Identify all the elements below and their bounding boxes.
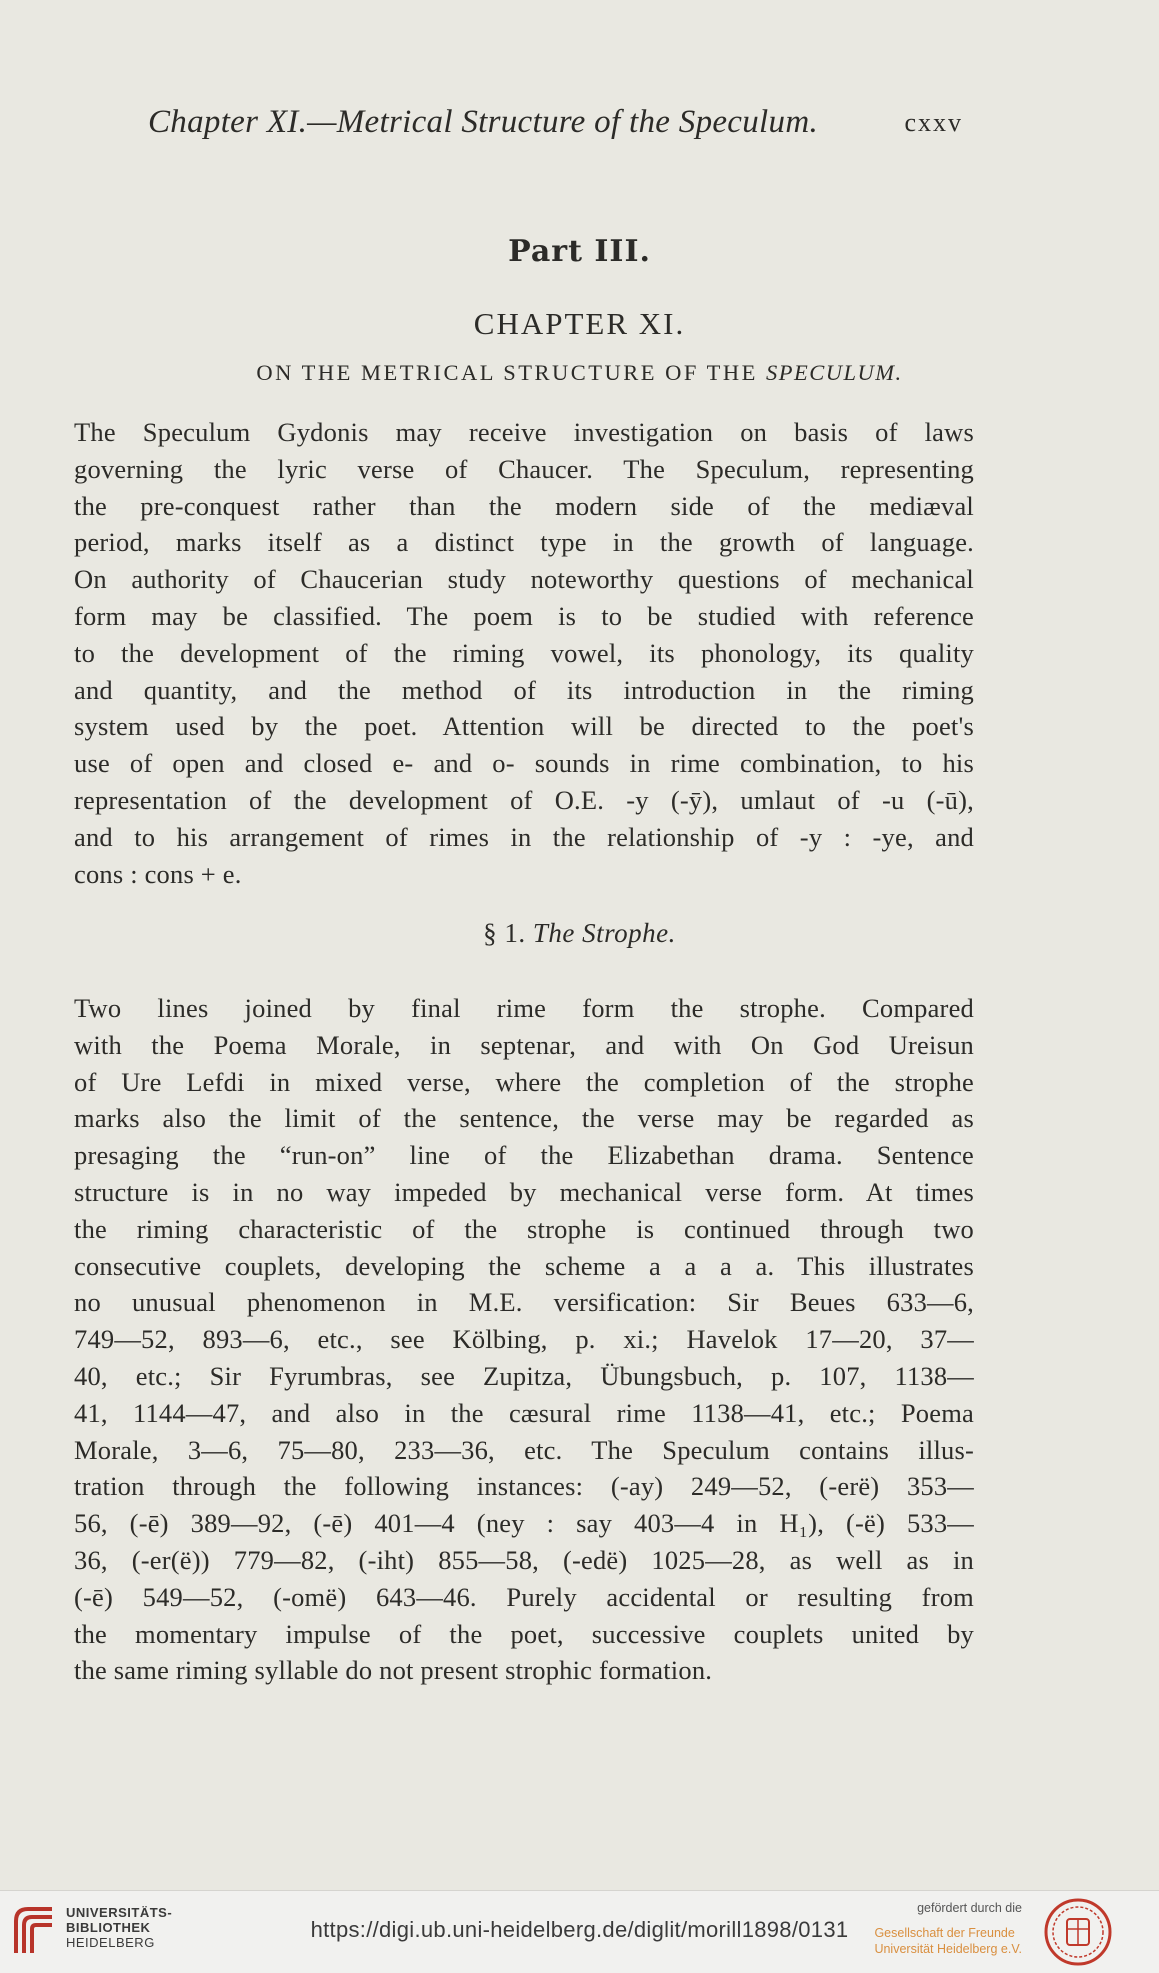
text-line: the riming characteristic of the strophe is continued through two [74, 1213, 974, 1244]
text-line: the same riming syllable do not present strophic formation. [74, 1655, 713, 1686]
section-title: The Strophe. [532, 918, 676, 948]
text-line: form may be classified. The poem is to be studied with reference [74, 600, 974, 631]
text-line: no unusual phenomenon in M.E. versification: Sir Beues 633—6, [74, 1287, 974, 1318]
text-line: use of open and closed e- and o- sounds in rime combination, to his [74, 748, 974, 779]
paragraph-strophe [74, 990, 974, 1689]
text-line: to the development of the riming vowel, its phonology, its quality [74, 637, 974, 668]
chapter-subtitle-italic: SPECULUM. [765, 360, 903, 385]
text-line: On authority of Chaucerian study noteworthy questions of mechanical [74, 564, 974, 595]
chapter-subtitle-prefix: ON THE METRICAL STRUCTURE OF THE [256, 360, 766, 385]
text-line: tration through the following instances: (-ay) 249—52, (-erë) 353— [74, 1471, 974, 1502]
text-line: consecutive couplets, developing the scheme a a a a. This illustrates [74, 1250, 974, 1281]
text-line: 40, etc.; Sir Fyrumbras, see Zupitza, Übungsbuch, p. 107, 1138— [74, 1360, 974, 1391]
text-line: of Ure Lefdi in mixed verse, where the completion of the strophe [74, 1066, 974, 1097]
text-line: 56, (-ē) 389—92, (-ē) 401—4 (ney : say 403—4 in H₁), (-ë) 533— [74, 1508, 974, 1539]
section-heading [0, 918, 1159, 949]
text-line: structure is in no way impeded by mechanical verse form. At times [74, 1176, 974, 1207]
sponsor-name-line: Gesellschaft der Freunde [874, 1926, 1015, 1940]
text-line: 41, 1144—47, and also in the cæsural rime 1138—41, etc.; Poema [74, 1397, 974, 1428]
page-number: cxxv [904, 108, 963, 137]
text-line: governing the lyric verse of Chaucer. The Speculum, representing [74, 453, 974, 484]
text-line: the momentary impulse of the poet, successive couplets united by [74, 1618, 974, 1649]
text-line: cons : cons + e. [74, 858, 242, 889]
section-number: § 1. [483, 918, 526, 948]
running-head [0, 104, 1159, 154]
sponsor-label: gefördert durch die [917, 1901, 1022, 1915]
chapter-title: CHAPTER XI. [473, 306, 686, 341]
text-line: 749—52, 893—6, etc., see Kölbing, p. xi.; Havelok 17—20, 37— [74, 1324, 974, 1355]
viewer-footer [0, 1890, 1159, 1973]
text-line: the pre-conquest rather than the modern side of the mediæval [74, 490, 974, 521]
library-name-line: HEIDELBERG [66, 1935, 155, 1950]
text-line: Two lines joined by final rime form the strophe. Compared [74, 993, 974, 1023]
text-line: presaging the “run-on” line of the Elizabethan drama. Sentence [74, 1140, 974, 1171]
text-line: representation of the development of O.E. -y (-ȳ), umlaut of -u (-ū), [74, 784, 974, 815]
sponsor-name-line: Universität Heidelberg e.V. [874, 1942, 1022, 1956]
sponsor-seal-icon[interactable] [1043, 1897, 1113, 1967]
text-line: period, marks itself as a distinct type in the growth of language. [74, 527, 974, 558]
text-line: Morale, 3—6, 75—80, 233—36, etc. The Speculum contains illus- [74, 1434, 974, 1465]
permalink-url[interactable]: https://digi.ub.uni-heidelberg.de/diglit/morill1898/0131 [310, 1917, 849, 1942]
text-line: The Speculum Gydonis may receive investigation on basis of laws [74, 417, 974, 447]
text-line: system used by the poet. Attention will be directed to the poet's [74, 711, 974, 742]
text-line: 36, (-er(ë)) 779—82, (-iht) 855—58, (-edë) 1025—28, as well as in [74, 1544, 974, 1575]
text-line: and quantity, and the method of its introduction in the riming [74, 674, 974, 705]
running-head-title: Chapter XI.—Metrical Structure of the Speculum. [148, 104, 819, 140]
text-line: and to his arrangement of rimes in the relationship of -y : -ye, and [74, 821, 974, 852]
text-line: (-ē) 549—52, (-omë) 643—46. Purely accidental or resulting from [74, 1581, 974, 1612]
library-name-line: BIBLIOTHEK [66, 1920, 151, 1935]
part-title: Part III. [508, 234, 651, 269]
library-name-line: UNIVERSITÄTS- [66, 1905, 173, 1920]
paragraph-intro [74, 414, 974, 892]
sponsor-name[interactable] [874, 1925, 1022, 1957]
chapter-subtitle [0, 360, 1159, 386]
text-line: marks also the limit of the sentence, the verse may be regarded as [74, 1103, 974, 1134]
text-line: with the Poema Morale, in septenar, and with On God Ureisun [74, 1029, 974, 1060]
